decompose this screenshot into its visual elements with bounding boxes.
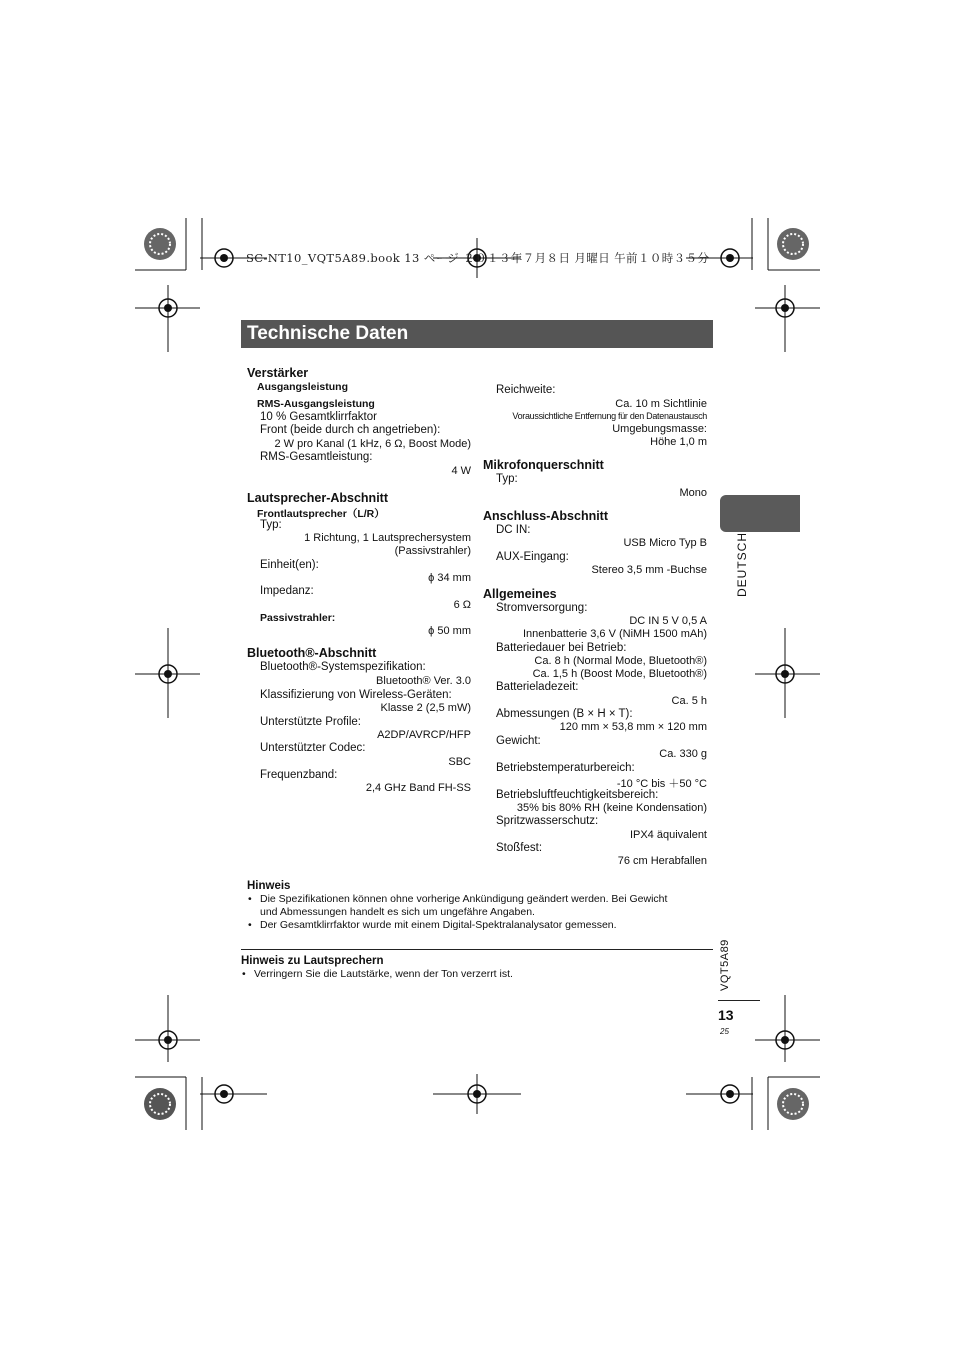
hint-title: Hinweis [247,880,291,892]
amp-value-total: 4 W [451,465,471,477]
general-label-runtime: Batteriedauer bei Betrieb: [496,642,627,654]
general-value-splash: IPX4 äquivalent [629,829,707,841]
range-env-label: Umgebungsmasse: [612,423,707,435]
amp-label-front: Front (beide durch ch angetrieben): [260,424,441,436]
general-value-power-a: DC IN 5 V 0,5 A [629,615,707,627]
speaker-heading: Lautsprecher-Abschnitt [247,491,388,505]
hint-2: Der Gesamtklirrfaktor wurde mit einem Digital-Spektralanalysator gemessen. [260,919,617,931]
conn-label-aux: AUX-Eingang: [496,551,569,563]
conn-heading: Anschluss-Abschnitt [483,509,609,523]
general-value-runtime-a: Ca. 8 h (Normal Mode, Bluetooth®) [534,655,707,667]
bluetooth-label-codec: Unterstützter Codec: [260,742,366,754]
bluetooth-label-profiles: Unterstützte Profile: [260,716,361,728]
general-label-splash: Spritzwasserschutz: [496,815,599,827]
hint-1a: Die Spezifikationen können ohne vorherige Ankündigung geändert werden. Bei Gewicht [260,893,668,905]
general-value-charge: Ca. 5 h [671,695,707,707]
amp-heading: Verstärker [247,366,309,380]
speaker-value-unit: ϕ 34 mm [428,572,471,584]
amp-label-total: RMS-Gesamtleistung: [260,451,373,463]
range-value: Ca. 10 m Sichtlinie [615,398,707,410]
speaker-sub-front: Frontlautsprecher（L/R） [257,508,385,520]
divider [241,949,713,950]
mic-heading: Mikrofonquerschnitt [483,458,604,472]
bluetooth-heading: Bluetooth®-Abschnitt [247,646,377,660]
conn-value-dcin: USB Micro Typ B [623,537,707,549]
range-note: Voraussichtliche Entfernung für den Datenaustausch [512,411,707,421]
bullet-icon: • [248,919,252,931]
general-label-weight: Gewicht: [496,735,541,747]
general-value-dimensions: 120 mm × 53,8 mm × 120 mm [559,721,707,733]
bullet-icon: • [242,968,246,980]
language-tab [720,495,800,532]
range-env-value: Höhe 1,0 m [650,436,707,448]
conn-label-dcin: DC IN: [496,524,531,536]
page-title-bar [241,320,713,348]
amp-label-thd: 10 % Gesamtklirrfaktor [260,411,377,423]
amp-sub-rms: RMS-Ausgangsleistung [257,398,375,410]
general-value-temp: -10 °C bis ＋50 °C [616,778,707,790]
general-value-shock: 76 cm Herabfallen [617,855,707,867]
language-label: DEUTSCH [735,531,749,597]
bullet-icon: • [248,893,252,905]
page-number: 13 [718,1007,734,1023]
speaker-note-1: Verringern Sie die Lautstärke, wenn der Ton verzerrt ist. [254,968,513,980]
general-label-shock: Stoßfest: [496,842,543,854]
general-label-charge: Batterieladezeit: [496,681,579,693]
code-underline [718,1000,760,1001]
mic-label-type: Typ: [496,473,518,485]
bluetooth-value-profiles: A2DP/AVRCP/HFP [377,729,471,741]
mic-value-type: Mono [679,487,707,499]
general-value-humidity: 35% bis 80% RH (keine Kondensation) [516,802,707,814]
speaker-value-type-a: 1 Richtung, 1 Lautsprechersystem [304,532,471,544]
speaker-label-type: Typ: [260,519,282,531]
general-heading: Allgemeines [483,587,557,601]
general-label-humidity: Betriebsluftfeuchtigkeitsbereich: [496,789,659,801]
general-value-weight: Ca. 330 g [659,748,707,760]
amp-sub-output: Ausgangsleistung [257,381,349,393]
general-value-power-b: Innenbatterie 3,6 V (NiMH 1500 mAh) [522,628,707,640]
speaker-note-title: Hinweis zu Lautsprechern [241,955,384,967]
speaker-label-impedance: Impedanz: [260,585,314,597]
bluetooth-label-spec: Bluetooth®-Systemspezifikation: [260,661,426,673]
general-value-runtime-b: Ca. 1,5 h (Boost Mode, Bluetooth®) [532,668,707,680]
general-label-temp: Betriebstemperaturbereich: [496,762,635,774]
book-header-line: SC-NT10_VQT5A89.book 13 ページ ２０１３年７月８日 月曜日 午前１０時３５分 [246,251,710,265]
bluetooth-label-class: Klassifizierung von Wireless-Geräten: [260,689,452,701]
bluetooth-value-band: 2,4 GHz Band FH-SS [365,782,471,794]
bluetooth-label-band: Frequenzband: [260,769,338,781]
amp-value-front: 2 W pro Kanal (1 kHz, 6 Ω, Boost Mode) [274,438,471,450]
doc-code: VQT5A89 [719,939,731,991]
general-label-dimensions: Abmessungen (B × H × T): [496,708,633,720]
bluetooth-value-codec: SBC [448,756,471,768]
hint-1b: und Abmessungen handelt es sich um ungefähre Angaben. [260,906,535,918]
bluetooth-value-spec: Bluetooth® Ver. 3.0 [376,675,471,687]
speaker-value-impedance: 6 Ω [453,599,471,611]
conn-value-aux: Stereo 3,5 mm -Buchse [591,564,707,576]
bluetooth-value-class: Klasse 2 (2,5 mW) [380,702,471,714]
page-title: Technische Daten [247,323,409,344]
speaker-label-unit: Einheit(en): [260,559,319,571]
speaker-value-passive: ϕ 50 mm [428,625,471,637]
small-page-number: 25 [720,1027,729,1036]
range-label: Reichweite: [496,384,556,396]
speaker-value-type-b: (Passivstrahler) [394,545,471,557]
speaker-sub-passive: Passivstrahler: [260,612,336,624]
general-label-power: Stromversorgung: [496,602,588,614]
